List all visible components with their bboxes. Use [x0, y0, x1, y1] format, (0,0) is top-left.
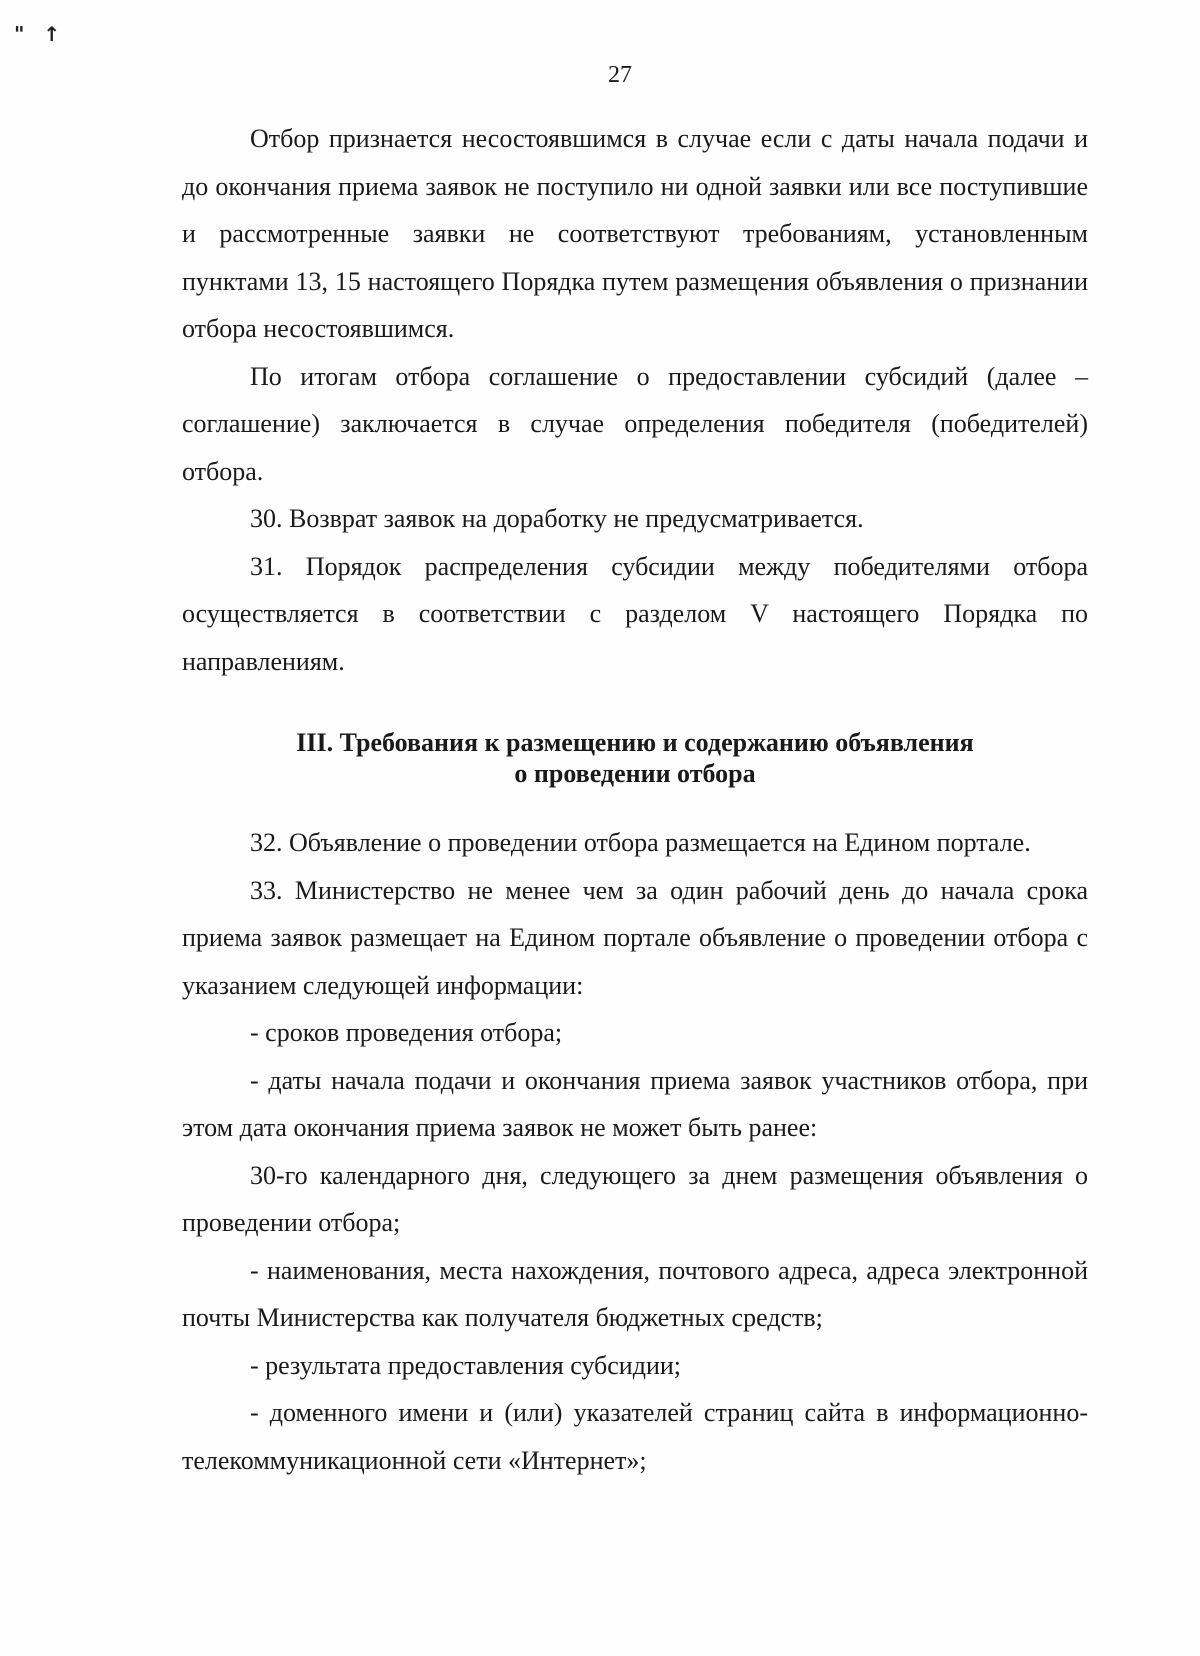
section-heading-line-2: о проведении отбора — [514, 759, 756, 788]
paragraph-33: 33. Министерство не менее чем за один рабочий день до начала срока приема заявок размещает на Едином портале объявление о проведении отбора с указанием следующей информации: — [182, 875, 1088, 1000]
section-heading-line-1: III. Требования к размещению и содержанию объявления — [296, 728, 974, 757]
paragraph-31: 31. Порядок распределения субсидии между победителями отбора осуществляется в соответствии с разделом V настоящего Порядка по направлениям. — [182, 551, 1088, 676]
list-item-dates: - даты начала подачи и окончания приема заявок участников отбора, при этом дата окончания приема заявок не может быть ранее: — [182, 1065, 1088, 1142]
list-item-result: - результата предоставления субсидии; — [250, 1350, 682, 1380]
paragraph-30: 30. Возврат заявок на доработку не предусматривается. — [250, 504, 864, 533]
list-item-domain-name: - доменного имени и (или) указателей страниц сайта в информационно-телекоммуникационной сети «Интернет»; — [182, 1398, 1088, 1475]
paragraph-failed-selection: Отбор признается несостоявшимся в случае если с даты начала подачи и до окончания приема заявок не поступило ни одной заявки или все поступившие и рассмотренные заявки не соответствуют требованиям, установленным пунктами 13, 15 настоящего Порядка путем размещения объявления о признании отбора несостоявшимся. — [182, 124, 1088, 343]
document-body — [182, 115, 1088, 1484]
paragraph-32: 32. Объявление о проведении отбора размещается на Едином портале. — [250, 828, 1031, 857]
section-heading — [182, 727, 1088, 789]
list-item-terms: - сроков проведения отбора; — [250, 1018, 563, 1047]
list-item-ministry-contacts: - наименования, места нахождения, почтового адреса, адреса электронной почты Министерства как получателя бюджетных средств; — [182, 1255, 1088, 1332]
paragraph-agreement: По итогам отбора соглашение о предоставлении субсидий (далее – соглашение) заключается в случае определения победителя (победителей) отбора. — [182, 361, 1088, 486]
corner-scan-mark: " ↑ — [14, 22, 67, 46]
page-number: 27 — [608, 62, 632, 88]
list-item-30th-day: 30-го календарного дня, следующего за днем размещения объявления о проведении отбора; — [182, 1160, 1088, 1237]
